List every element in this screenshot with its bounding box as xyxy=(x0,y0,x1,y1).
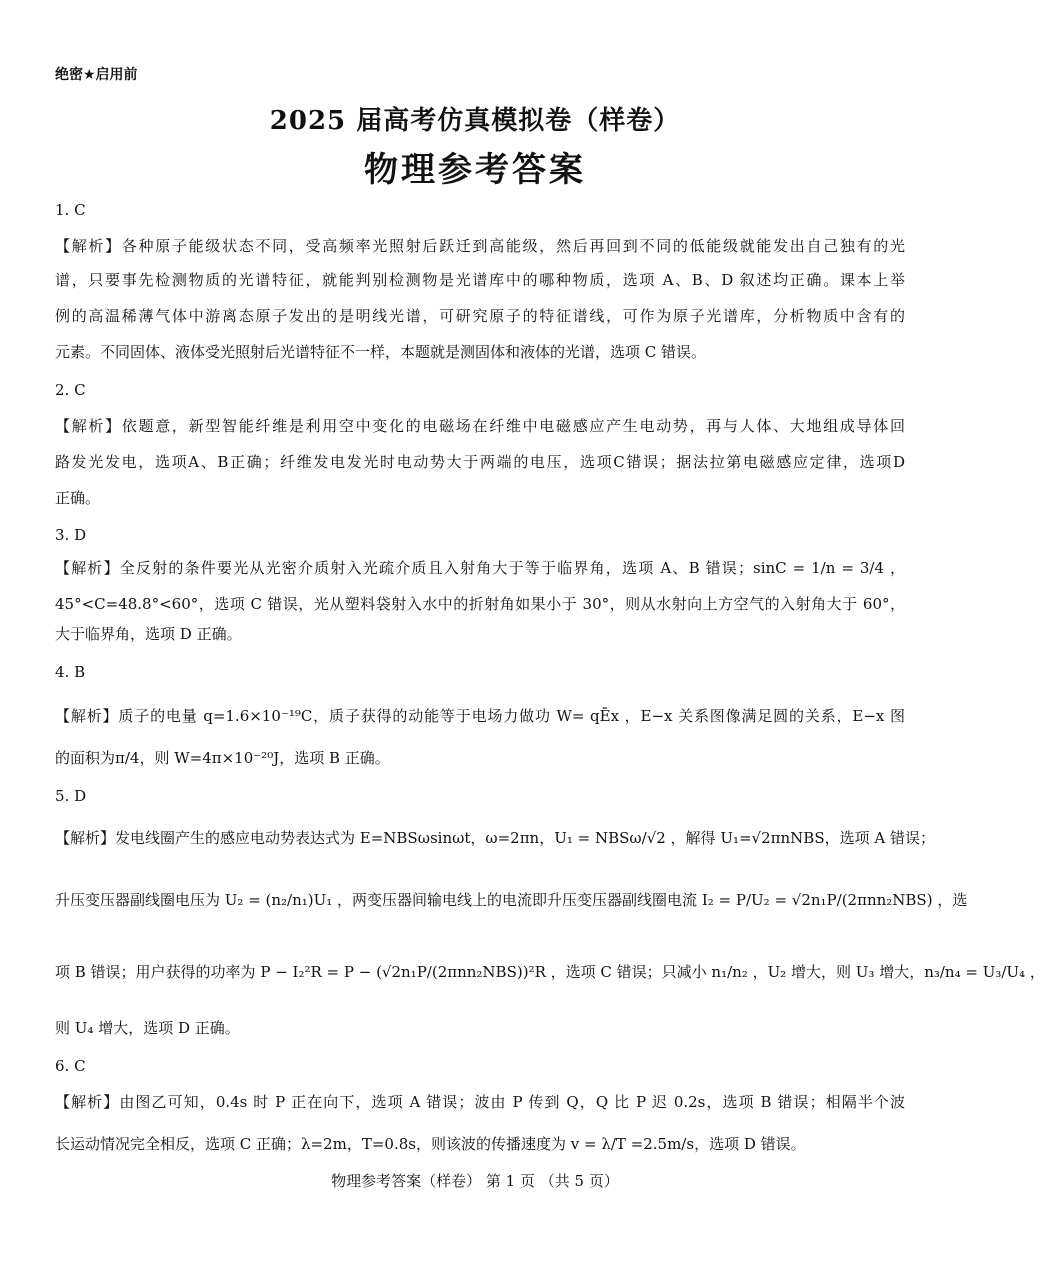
question-4-number: 4. B xyxy=(55,663,86,681)
page-footer: 物理参考答案（样卷） 第 1 页 （共 5 页） xyxy=(331,1172,619,1190)
question-2-line-2: 路发光发电，选项A、B正确；纤维发电发光时电动势大于两端的电压，选项C错误；据法拉第电磁感应定律，选项D xyxy=(55,453,905,471)
question-2-line-3: 正确。 xyxy=(55,489,101,507)
question-3-number: 3. D xyxy=(55,526,87,544)
question-1-line-2: 谱，只要事先检测物质的光谱特征，就能判别检测物是光谱库中的哪种物质，选项 A、B、D 叙述均正确。课本上举 xyxy=(55,271,905,289)
question-1-number: 1. C xyxy=(55,201,86,219)
question-5-line-3: 项 B 错误；用户获得的功率为 P − I₂²R = P − (√2n₁P/(2πnn₂NBS))²R ，选项 C 错误；只减小 n₁/n₂ ，U₂ 增大，则 U₃ 增大，n₃/n₄ = U₃/U₄ ， xyxy=(55,963,1045,981)
question-6-line-2: 长运动情况完全相反，选项 C 正确；λ=2m，T=0.8s，则该波的传播速度为 v = λ/T =2.5m/s，选项 D 错误。 xyxy=(55,1135,806,1153)
exam-title: 2025 届高考仿真模拟卷（样卷） xyxy=(269,106,681,136)
question-5-number: 5. D xyxy=(55,787,87,805)
question-1-line-3: 例的高温稀薄气体中游离态原子发出的是明线光谱，可研究原子的特征谱线，可作为原子光谱库，分析物质中含有的 xyxy=(55,307,905,325)
question-1-line-1: 【解析】各种原子能级状态不同，受高频率光照射后跃迁到高能级，然后再回到不同的低能级就能发出自己独有的光 xyxy=(55,237,905,255)
question-2-number: 2. C xyxy=(55,381,86,399)
question-6-number: 6. C xyxy=(55,1057,86,1075)
question-6-line-1: 【解析】由图乙可知，0.4s 时 P 正在向下，选项 A 错误；波由 P 传到 Q，Q 比 P 迟 0.2s，选项 B 错误；相隔半个波 xyxy=(55,1093,905,1111)
question-5-line-1: 【解析】发电线圈产生的感应电动势表达式为 E=NBSωsinωt，ω=2πn，U₁ = NBSω/√2 ，解得 U₁=√2πnNBS，选项 A 错误； xyxy=(55,829,935,847)
question-3-line-3: 大于临界角，选项 D 正确。 xyxy=(55,625,242,643)
question-5-line-2: 升压变压器副线圈电压为 U₂ = (n₂/n₁)U₁ ，两变压器间输电线上的电流即升压变压器副线圈电流 I₂ = P/U₂ = √2n₁P/(2πnn₂NBS) ，选 xyxy=(55,891,968,909)
answer-subtitle: 物理参考答案 xyxy=(364,150,586,190)
question-3-line-2: 45°<C=48.8°<60°，选项 C 错误，光从塑料袋射入水中的折射角如果小于 30°，则从水射向上方空气的入射角大于 60°， xyxy=(55,595,905,613)
question-1-line-4: 元素。不同固体、液体受光照射后光谱特征不一样，本题就是测固体和液体的光谱，选项 C 错误。 xyxy=(55,343,707,361)
question-5-line-4: 则 U₄ 增大，选项 D 正确。 xyxy=(55,1019,240,1037)
question-3-line-1: 【解析】全反射的条件要光从光密介质射入光疏介质且入射角大于等于临界角，选项 A、B 错误；sinC = 1/n = 3/4 ， xyxy=(55,559,905,577)
confidential-label: 绝密★启用前 xyxy=(55,67,138,83)
question-2-line-1: 【解析】依题意，新型智能纤维是利用空中变化的电磁场在纤维中电磁感应产生电动势，再与人体、大地组成导体回 xyxy=(55,417,905,435)
question-4-line-2: 的面积为π/4，则 W=4π×10⁻²⁰J，选项 B 正确。 xyxy=(55,749,390,767)
question-4-line-1: 【解析】质子的电量 q=1.6×10⁻¹⁹C，质子获得的动能等于电场力做功 W= qĒx ，E−x 关系图像满足圆的关系，E−x 图 xyxy=(55,707,905,725)
